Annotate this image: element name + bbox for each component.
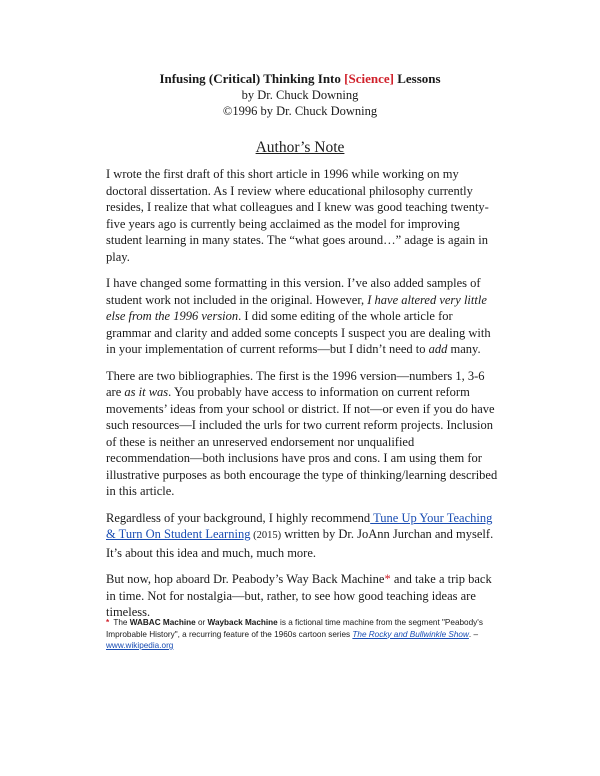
paragraph-1: I wrote the first draft of this short article in 1996 while working on my doctoral dissertation. As I review where educational philosophy currently resides, I realize that what colleagues and I knew was good teaching twenty-five years ago is currently being acclaimed as the model for improving student learning in many states. The “what goes around…” adage is again in play. bbox=[106, 167, 489, 264]
paragraph-2 bbox=[106, 275, 498, 358]
paragraph-3 bbox=[106, 368, 498, 500]
footnote-wabac: WABAC Machine bbox=[129, 618, 196, 627]
paragraph-5-text-b: and take a trip back in time. Not for nostalgia—but, rather, to see how good teaching ideas are timeless. bbox=[106, 572, 492, 619]
footnote-show-link[interactable]: The Rocky and Bullwinkle Show bbox=[352, 629, 469, 639]
paragraph-4 bbox=[106, 510, 498, 562]
paragraph-5 bbox=[106, 571, 498, 621]
document-header bbox=[0, 70, 600, 119]
footnote-text-1: The bbox=[111, 618, 130, 627]
footnote bbox=[106, 617, 506, 652]
paragraph-4-text-a: Regardless of your background, I highly recommend bbox=[106, 510, 371, 525]
footnote-text-4: . – bbox=[468, 629, 478, 639]
footnote-marker: * bbox=[384, 572, 391, 586]
paragraph-2-add: add bbox=[428, 342, 448, 356]
paragraph-5-text-a: But now, hop aboard Dr. Peabody’s Way Back Machine bbox=[106, 572, 385, 586]
title-text-end: Lessons bbox=[393, 71, 441, 86]
paragraph-2-text-b: . I did some editing of the whole article for grammar and clarity and added some concepts I suspect you are dealing with in your implementation of current reforms—but I didn’t need to bbox=[106, 309, 491, 356]
paragraph-3-text-a: There are two bibliographies. The first is the 1996 version—numbers 1, 3-6 are bbox=[106, 368, 485, 399]
footnote-url-link[interactable]: www.wikipedia.org bbox=[106, 641, 174, 650]
book-title-link[interactable]: Tune Up Your Teaching & Turn On Student Learning bbox=[106, 510, 493, 541]
footnote-wayback: Wayback Machine bbox=[207, 618, 278, 627]
document-body bbox=[106, 166, 498, 631]
footnote-star: * bbox=[106, 618, 110, 627]
paragraph-2-text-c: many. bbox=[447, 342, 481, 356]
paragraph-4-text-b: written by Dr. JoAnn Jurchan and myself. It’s about this idea and much, much more. bbox=[106, 527, 494, 560]
copyright-line: ©1996 by Dr. Chuck Downing bbox=[222, 104, 378, 118]
byline: by Dr. Chuck Downing bbox=[241, 88, 359, 102]
footnote-text-3: is a fictional time machine from the segment "Peabody's Improbable History", a recurring feature of the 1960s cartoon series bbox=[106, 618, 483, 639]
paragraph-2-italic: I have altered very little else from the 1996 version bbox=[106, 292, 487, 323]
paragraph-2-text-a: I have changed some formatting in this version. I’ve also added samples of student work not included in the original. However, bbox=[106, 276, 481, 307]
book-year: (2015) bbox=[250, 530, 282, 541]
paragraph-3-italic: as it was bbox=[124, 385, 169, 399]
title-bracket-word: [Science] bbox=[344, 71, 394, 86]
document-title bbox=[0, 70, 600, 87]
title-text-start: Infusing (Critical) Thinking Into bbox=[159, 71, 345, 86]
authors-note-heading: Author’s Note bbox=[255, 139, 345, 156]
paragraph-3-text-b: . You probably have access to information on current reform movements’ ideas from your school or district. If not—or even if you do have such resources—I included the urls for two current reform projects. Inclusion of these is neither an unreserved endorsement nor unqualified recommendation—both inclusions have pros and cons. I am using them for illustrative purposes as both encourage the type of thinking/learning described in this article. bbox=[106, 385, 498, 498]
footnote-text-2: or bbox=[195, 618, 208, 627]
